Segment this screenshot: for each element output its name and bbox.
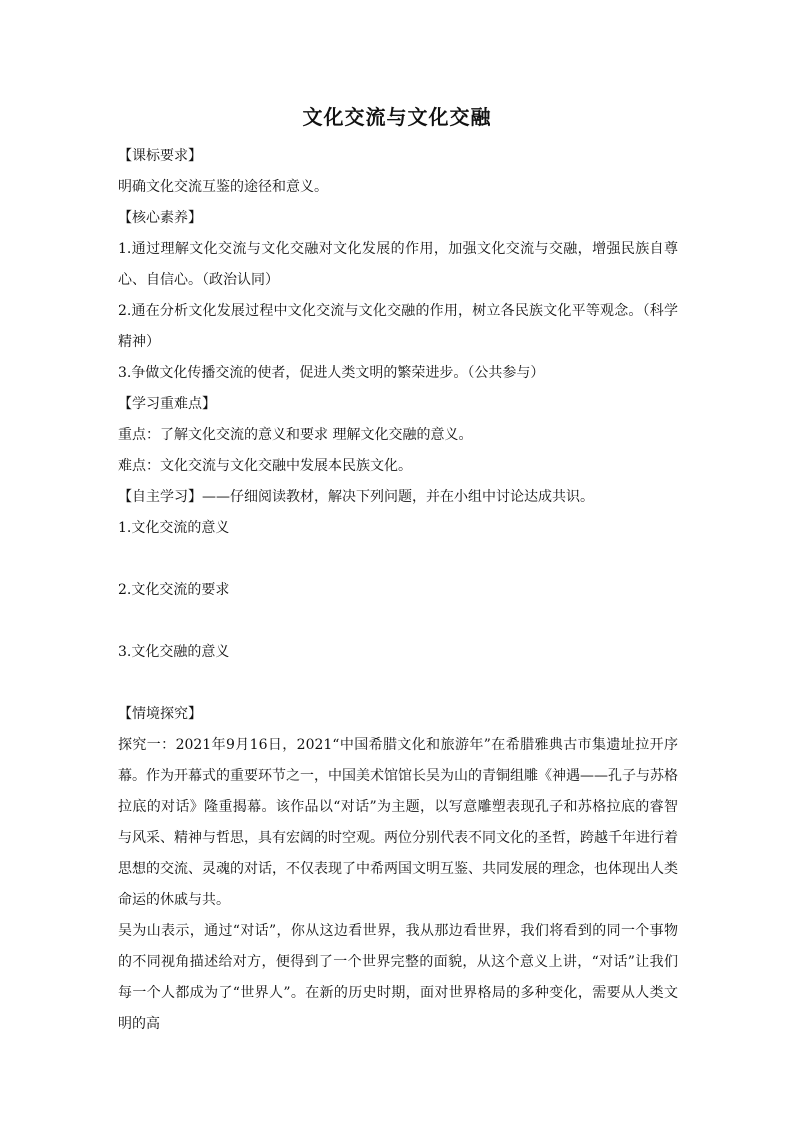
document-body <box>118 141 678 1040</box>
self-study-question-1: 1.文化交流的意义 <box>118 520 230 536</box>
self-study-question-2: 2.文化交流的要求 <box>118 582 230 598</box>
key-point-text: 重点：了解文化交流的意义和要求 理解文化交融的意义。 <box>118 427 473 443</box>
self-study-question-3: 3.文化交融的意义 <box>118 644 230 660</box>
difficult-point-text: 难点：文化交流与文化交融中发展本民族文化。 <box>118 458 412 474</box>
inquiry-paragraph-1: 探究一：2021年9月16日，2021“中国希腊文化和旅游年”在希腊雅典古市集遗址拉开序幕。作为开幕式的重要环节之一，中国美术馆馆长吴为山的青铜组雕《神遇——孔子与苏格拉底的对话》隆重揭幕。该作品以“对话”为主题，以写意雕塑表现孔子和苏格拉底的睿智与风采、精神与哲思，具有宏阔的时空观。两位分别代表不同文化的圣哲，跨越千年进行着思想的交流、灵魂的对话，不仅表现了中希两国文明互鉴、共同发展的理念，也体现出人类命运的休戚与共。 <box>118 737 678 908</box>
literacy-item-2: 2.通在分析文化发展过程中文化交流与文化交融的作用，树立各民族文化平等观念。（科学精神） <box>118 303 678 350</box>
literacy-item-3: 3.争做文化传播交流的使者，促进人类文明的繁荣进步。（公共参与） <box>118 365 545 381</box>
literacy-item-1: 1.通过理解文化交流与文化交融对文化发展的作用，加强文化交流与交融，增强民族自尊心、自信心。（政治认同） <box>118 241 678 288</box>
literacy-heading: 【核心素养】 <box>118 210 202 226</box>
curriculum-heading: 【课标要求】 <box>118 148 202 164</box>
document-title: 文化交流与文化交融 <box>302 105 492 129</box>
inquiry-heading: 【情境探究】 <box>118 706 202 722</box>
curriculum-text: 明确文化交流互鉴的途径和意义。 <box>118 179 328 195</box>
inquiry-paragraph-2: 吴为山表示，通过“对话”，你从这边看世界，我从那边看世界，我们将看到的同一个事物的不同视角描述给对方，便得到了一个世界完整的面貌，从这个意义上讲，“对话”让我们每一个人都成为了“世界人”。在新的历史时期，面对世界格局的多种变化，需要从人类文明的高 <box>118 923 678 1032</box>
self-study-heading: 【自主学习】——仔细阅读教材，解决下列问题，并在小组中讨论达成共识。 <box>118 489 594 505</box>
key-points-heading: 【学习重难点】 <box>118 396 216 412</box>
